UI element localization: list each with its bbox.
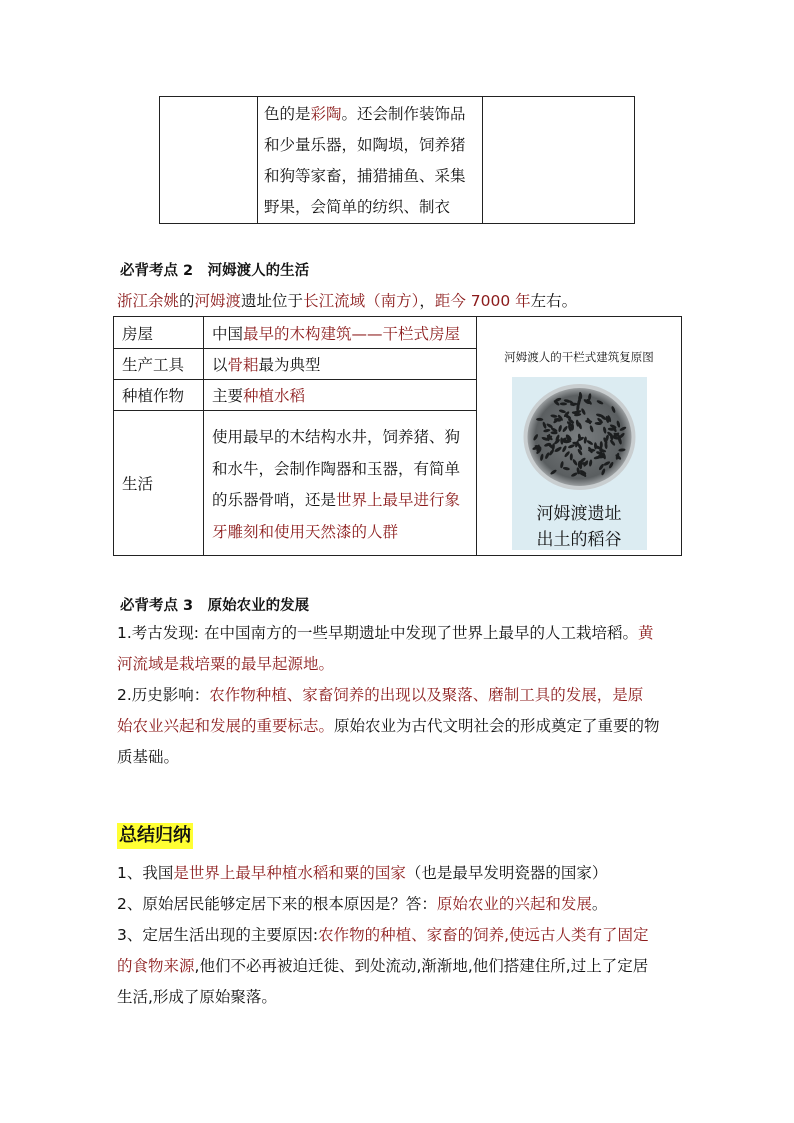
photo-caption-line-1: 河姆渡遗址 (536, 504, 622, 524)
row-label-crops: 种植作物 (114, 380, 204, 411)
row-label-house: 房屋 (114, 317, 204, 349)
summary-item-1: 1、我国是世界上最早种植水稻和粟的国家（也是最早发明瓷器的国家） (117, 864, 608, 882)
row-value-life (204, 411, 477, 556)
summary-item-3: 3、定居生活出现的主要原因:农作物的种植、家畜的饲养,使远古人类有了固定 的食物来源,他们不必再被迫迁徙、到处流动,渐渐地,他们搭建住所,过上了定居 生活,形成了原始聚落。 (117, 926, 649, 1006)
summary-tag: 总结归纳 (117, 823, 193, 849)
row-value-house: 中国最早的木构建筑——干栏式房屋 (204, 317, 477, 349)
section3-heading: 必背考点 3 原始农业的发展 (120, 598, 310, 614)
row-label-tools: 生产工具 (114, 349, 204, 380)
row-value-crops: 主要种植水稻 (204, 380, 477, 411)
top-table-line-3: 和狗等家畜，捕猎捕鱼、采集 (264, 167, 466, 185)
row-value-tools: 以骨耜最为典型 (204, 349, 477, 380)
top-table-fragment (159, 96, 635, 224)
section3-item-2: 2.历史影响：农作物种植、家畜饲养的出现以及聚落、磨制工具的发展，是原 始农业兴起和发展的重要标志。原始农业为古代文明社会的形成奠定了重要的物 质基础。 (117, 686, 660, 766)
top-table-empty-cell-right (483, 97, 635, 224)
image-cell (477, 317, 682, 556)
life-line-1: 使用最早的木结构水井，饲养猪、狗 (212, 428, 461, 446)
section2-heading: 必背考点 2 河姆渡人的生活 (120, 263, 310, 279)
top-table-line-1: 色的是彩陶。还会制作装饰品 (264, 105, 466, 123)
section2-intro: 浙江余姚的河姆渡遗址位于长江流域（南方），距今 7000 年左右。 (117, 292, 578, 310)
hemudu-table (113, 316, 682, 556)
top-table-line-4: 野果，会简单的纺织、制衣 (264, 198, 451, 216)
life-line-3: 的乐器骨哨，还是世界上最早进行象 (212, 491, 461, 509)
image-caption: 河姆渡人的干栏式建筑复原图 (504, 350, 654, 364)
row-label-life: 生活 (114, 411, 204, 556)
life-line-2: 和水牛，会制作陶器和玉器，有简单 (212, 459, 461, 478)
life-line-4: 牙雕刻和使用天然漆的人群 (212, 522, 399, 541)
top-table-content-cell (258, 97, 483, 224)
summary-item-2: 2、原始居民能够定居下来的根本原因是？答：原始农业的兴起和发展。 (117, 895, 608, 913)
top-table-empty-cell-left (160, 97, 258, 224)
section3-item-1: 1.考古发现: 在中国南方的一些早期遗址中发现了世界上最早的人工栽培稻。黄 河流域是栽培粟的最早起源地。 (117, 624, 654, 673)
photo-caption-line-2: 出土的稻谷 (536, 530, 622, 550)
top-table-line-2: 和少量乐器，如陶埙，饲养猪 (264, 136, 466, 154)
rice-grain-photo (512, 377, 647, 550)
